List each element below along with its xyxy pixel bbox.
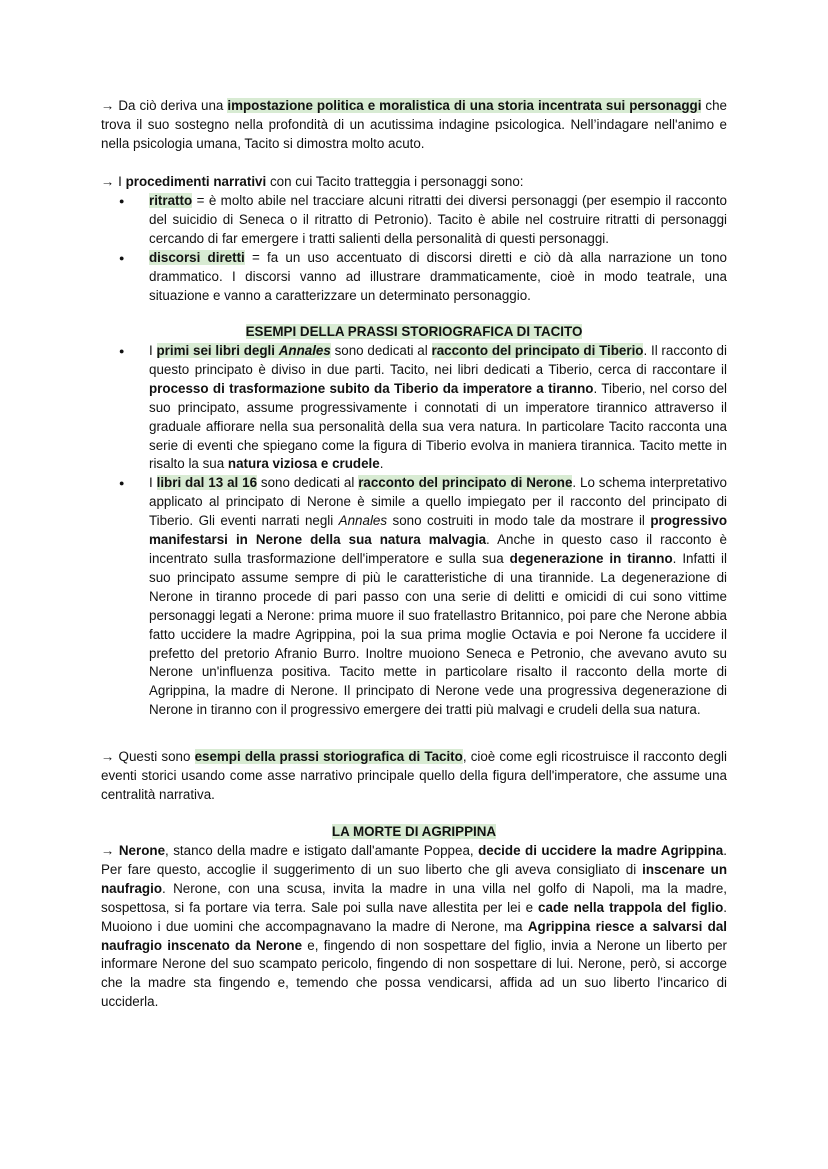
text: → Da ciò deriva una <box>101 98 228 113</box>
text: → I <box>101 174 126 189</box>
text: con cui Tacito tratteggia i personaggi sono: <box>266 174 524 189</box>
bold-text: decide di uccidere la madre Agrippina <box>478 843 724 858</box>
list-item <box>149 192 727 249</box>
highlight-text: racconto del principato di Tiberio <box>431 343 644 358</box>
text: . Infatti il suo principato assume sempre di più le caratteristiche di una tirannide. La degenerazione di Nerone in tiranno procede di pari passo con una serie di delitti e omicidi di cui sono vittime personaggi legati a Nerone: prima muore il suo fratellastro Britannico, poi pare che Nerone abbia fatto uccidere la madre Agrippina, poi la sua prima moglie Octavia e poi Nerone fa uccidere il prefetto del pretorio Afranio Burro. Inoltre muoiono Seneca e Petronio, che avevano avuto su Nerone un'influenza positiva. Tacito mette in particolare risalto il racconto della morte di Agrippina, la madre di Nerone. Il principato di Nerone vede una progressiva degenerazione di Nerone in tiranno con il progressivo emergere dei tratti più malvagi e crudeli della sua natura. <box>149 550 727 718</box>
highlight-text: racconto del principato di Nerone <box>358 475 573 491</box>
list-item <box>149 249 727 306</box>
text: → Questi sono <box>101 749 195 764</box>
text: . Il racconto di questo principato è diviso in due parti. Tacito, nei libri dedicati a Tiberio, cerca di raccontare il <box>149 343 727 377</box>
bold-text: natura viziosa e crudele <box>227 456 380 472</box>
heading-text: ESEMPI DELLA PRASSI STORIOGRAFICA DI TACITO <box>245 324 583 339</box>
italic-text: Annales <box>278 343 331 358</box>
text: sono dedicati al <box>330 343 432 358</box>
examples-summary-paragraph <box>101 748 727 805</box>
text: e, fingendo di non sospettare del figlio, invia a Nerone un liberto per informare Nerone del suo scampato pericolo, fingendo di non sospettare di lui. Nerone, però, si accorge che la madre sta fingendo e, temendo che possa vendicarsi, affida ad un suo liberto l'incarico di ucciderla. <box>101 937 727 1010</box>
text: sono costruiti in modo tale da mostrare il <box>387 513 651 529</box>
list-item <box>149 474 727 720</box>
bold-text: procedimenti narrativi <box>125 174 267 189</box>
text: . <box>379 456 384 472</box>
highlight-text: esempi della prassi storiografica di Tacito <box>194 749 463 764</box>
section-heading-esempi <box>0 323 828 342</box>
text: → <box>101 843 119 858</box>
bold-text: cade nella trappola del figlio <box>538 899 724 915</box>
procedures-paragraph <box>101 173 727 192</box>
highlight-text: discorsi diretti <box>149 249 245 265</box>
text: . Per fare questo, accoglie il suggerimento di un suo liberto che gli aveva consigliato di <box>101 843 727 877</box>
text: . Lo schema interpretativo applicato al principato di Nerone è simile a quello impiegato per il racconto del principato di Tiberio. Gli eventi narrati negli <box>149 475 727 529</box>
heading-text: LA MORTE DI AGRIPPINA <box>331 824 497 839</box>
text: . Tiberio, nel corso del suo principato, assume progressivamente i connotati di un imperatore tirannico attraverso il graduale affiorare nella sua personalità della sua vera natura. In particolare Tacito racconta una serie di eventi che spiegano come la figura di Tiberio evolva in maniera tirannica. Tacito mette in risalto la sua <box>149 380 727 472</box>
text: = fa un uso accentuato di discorsi diretti e ciò dà alla narrazione un tono drammatico. I discorsi vanno ad illustrare drammaticamente, cioè in modo teatrale, una situazione e vanno a caratterizzare un determinato personaggio. <box>149 249 727 303</box>
bold-text: Agrippina riesce a salvarsi dal naufragio inscenato da Nerone <box>101 918 727 953</box>
bold-text: progressivo manifestarsi in Nerone della sua natura malvagia <box>149 513 727 548</box>
highlight-text: libri dal 13 al 16 <box>156 475 258 491</box>
bold-text: degenerazione in tiranno <box>509 550 673 566</box>
text: I <box>149 343 157 358</box>
text: sono dedicati al <box>257 475 359 491</box>
text: = è molto abile nel tracciare alcuni ritratti dei diversi personaggi (per esempio il racconto del suicidio di Seneca o il ritratto di Petronio). Tacito è abile nel costruire ritratti di personaggi cercando di far emergere i tratti salienti della personalità di questi personaggi. <box>149 193 727 246</box>
text: primi sei libri degli <box>156 343 279 358</box>
text: che trova il suo sostegno nella profondità di un acutissima indagine psicologica. Nell’indagare nell'animo e nella psicologia umana, Tacito si dimostra molto acuto. <box>101 98 728 151</box>
bold-text: processo di trasformazione subito da Tiberio da imperatore a tiranno <box>149 380 594 396</box>
text: . Nerone, con una scusa, invita la madre in una villa nel golfo di Napoli, ma la madre, sospettosa, si fa portare via terra. Sale poi sulla nave allestita per lei e <box>101 880 727 915</box>
intro-paragraph <box>101 97 727 154</box>
bold-text: inscenare un naufragio <box>101 861 727 896</box>
list-item <box>149 342 727 474</box>
examples-list <box>149 342 727 720</box>
text: . Anche in questo caso il racconto è incentrato sulla trasformazione dell'imperatore e sulla sua <box>149 532 727 566</box>
text: I <box>149 475 157 491</box>
highlight-text <box>157 343 331 358</box>
text: . Muoiono i due uomini che accompagnavano la madre di Nerone, ma <box>101 899 727 934</box>
bold-text: Nerone <box>118 843 166 858</box>
agrippina-paragraph <box>101 842 727 1012</box>
highlight-text: impostazione politica e moralistica di una storia incentrata sui personaggi <box>227 98 702 113</box>
italic-text: Annales <box>338 513 388 529</box>
procedures-list <box>149 192 727 305</box>
text: , cioè come egli ricostruisce il racconto degli eventi storici usando come asse narrativo principale quello della figura dell'imperatore, che assume una centralità narrativa. <box>101 749 727 802</box>
text: , stanco della madre e istigato dall'amante Poppea, <box>165 843 479 858</box>
highlight-text: ritratto <box>149 193 193 208</box>
section-heading-agrippina <box>0 823 828 842</box>
